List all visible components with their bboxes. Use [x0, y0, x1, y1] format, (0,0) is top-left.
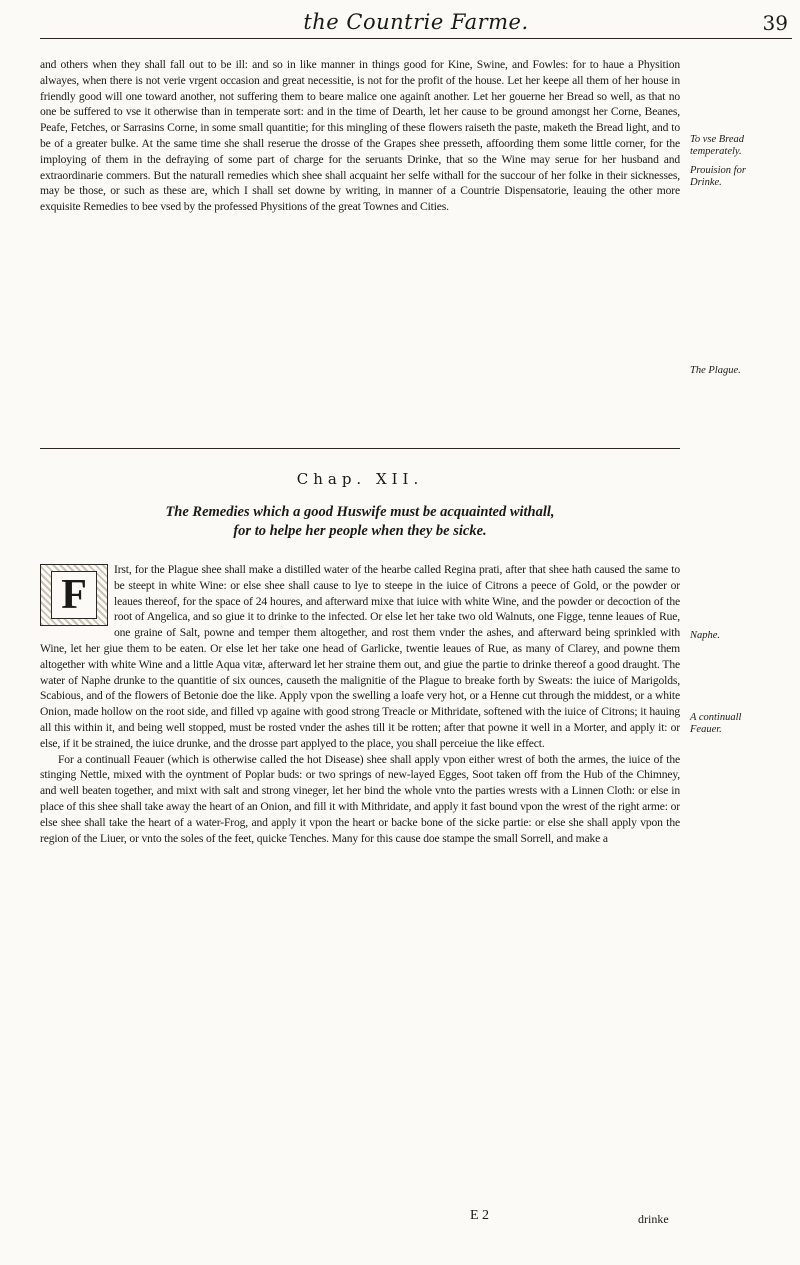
- margin-note-bread: To vse Bread temperately.: [690, 134, 745, 157]
- chapter-title-line-2: for to helpe her people when they be sicke.: [233, 523, 487, 539]
- chapter-label: Chap. XII.: [296, 470, 424, 488]
- chapter-title: [40, 503, 680, 541]
- drop-cap-letter: F: [51, 571, 97, 619]
- margin-note-naphe: Naphe.: [690, 630, 721, 641]
- margin-note-plague: The Plague.: [690, 365, 741, 376]
- margin-note-feauer: A continuall Feauer.: [690, 712, 742, 735]
- catchword: drinke: [638, 1212, 669, 1226]
- running-title: the Countrie Farme.: [303, 10, 529, 34]
- running-head: [40, 10, 792, 39]
- chapter-title-line-1: The Remedies which a good Huswife must be acquainted withall,: [165, 504, 555, 520]
- signature-mark: E 2: [470, 1208, 490, 1223]
- drop-cap-ornament: [40, 564, 108, 626]
- margin-note-provision: Prouision for Drinke.: [690, 165, 746, 188]
- paragraph-2-text: Irst, for the Plague shee shall make a distilled water of the hearbe called Regina prati, after that shee hath caused the same to be steept in white Wine: or else shee shall cause to lye to steepe in the iuice of Citrons a peece of Gold, or the powder or leaues thereof, for the space of 24 houres, and afterward mixe that iuice with white Wine, and the powder or decoction of the root of Angelica, and so giue it to drinke to the infected. Or else let her take two old Walnuts, one Figge, tenne leaues of Rue, one graine of Salt, powne and temper them altogether, and rost them vnder the ashes, and afterward being sprinkled with Wine, let her giue them to be eaten. Or else let her take one head of Garlicke, twentie leaues of Rue, as many of Clarey, and powne them altogether with white Wine and a little Aqua vitæ, afterward let her straine them out, and giue the partie to drinke thereof a good draught. The water of Naphe drunke to the quantitie of six ounces, causeth the malignitie of the Plague to breake forth by Sweats: the iuice of Marigolds, Scabious, and of the flowers of Betonie doe the like. Apply vpon the swelling a loafe very hot, or a Henne cut through the middest, or a white Onion, made hollow on the root side, and filled vp againe with good strong Treacle or Mithridate, softened with the iuice of Citrons; it hauing all this within it, and being well stopped, must be rosted vnder the ashes till it be rotten; after that powne it well in a Morter, and apply it: or else, if it be strained, the iuice drunke, and the drosse part applyed to the place, you shall perceiue the like effect.: [40, 563, 680, 750]
- paragraph-1-text: and others when they shall fall out to be ill: and so in like manner in things good for Kine, Swine, and Fowles: for to haue a Physition alwayes, when there is not verie vrgent occasion and great necessitie, is not for the profit of the house. Let her keepe all them of her house in friendly good will one toward another, not suffering them to beare malice one againſt another. Let her gouerne her Bread so well, as that no one be suffered to vse it otherwise than in temperate sort: and in the time of Dearth, let her cause to be ground amongst her Corne, Beanes, Peafe, Fetches, or Sarrasins Corne, in some small quantitie; for this mingling of these flowers raiseth the paste, maketh the Bread light, and to be of a greater bulke. At the same time she shall reserue the drosse of the Grapes shee presseth, affoording them some little corner, for the imploying of them in the defraying of some part of charge for the seruants Drinke, that so the Wine may serue for her husband and extraordinarie commers. But the naturall remedies which shee shall acquaint her selfe withall for the succour of her folke in their sicknesses, may be those, or such as these are, which I shall set downe by writing, in manner of a Countrie Dispensatorie, leauing the other more exquisite Remedies to bee vsed by the professed Physitions of the great Townes and Cities.: [40, 58, 680, 214]
- paragraph-2: [40, 562, 680, 846]
- paragraph-3-text: For a continuall Feauer (which is otherwise called the hot Disease) shee shall apply vpon either wrest of both the armes, the iuice of the stinging Nettle, mixed with the oyntment of Poplar buds: or two springs of new-layed Egges, Soot taken off from the Hub of the Chimney, and well beaten together, and mixt with salt and strong vineger, let her bind the whole vnto the parties wrests with a Linnen Cloth: or else in place of this shee shall take away the heart of an Onion, and fill it with Mithridate, and apply it fast bound vpon the wrest of the right arme: or else shee shall take the heart of a water-Frog, and apply it vpon the heart or backe bone of the sicke partie: or else she shall apply vpon the region of the Liuer, or vnto the soles of the feet, quicke Tenches. Many for this cause doe stampe the small Sorrell, and make a: [40, 752, 680, 845]
- section-rule: [40, 448, 680, 449]
- paragraph-1: [40, 57, 680, 215]
- page-number: 39: [762, 11, 788, 35]
